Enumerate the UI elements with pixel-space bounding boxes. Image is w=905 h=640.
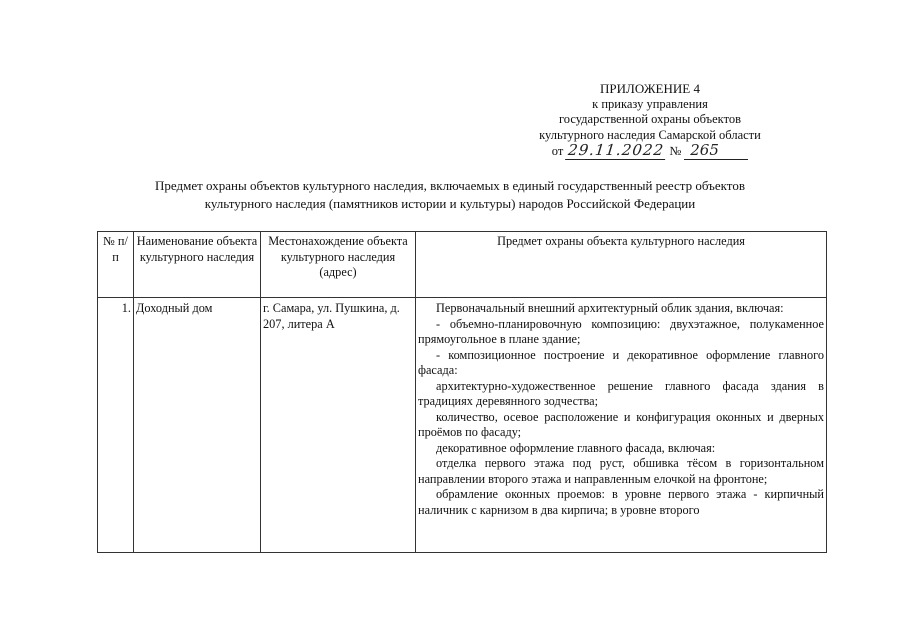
header-location: Местонахождение объекта культурного наследия (адрес) bbox=[261, 232, 416, 298]
cell-num: 1. bbox=[98, 298, 134, 553]
cell-name: Доходный дом bbox=[134, 298, 261, 553]
appendix-line: культурного наследия Самарской области bbox=[539, 127, 761, 142]
subject-paragraph: Первоначальный внешний архитектурный облик здания, включая: bbox=[436, 301, 784, 315]
subject-paragraph: отделка первого этажа под руст, обшивка тёсом в горизонтальном направлении второго этажа и направленным елочкой на фронтоне; bbox=[418, 456, 824, 486]
subject-paragraph: - композиционное построение и декоративное оформление главного фасада: bbox=[418, 347, 824, 377]
table-header-row bbox=[98, 232, 827, 298]
appendix-heading: ПРИЛОЖЕНИЕ 4 bbox=[600, 81, 700, 96]
header-num: № п/п bbox=[98, 232, 134, 298]
document-title bbox=[110, 177, 790, 213]
table-row bbox=[98, 298, 827, 553]
appendix-line: к приказу управления bbox=[592, 96, 708, 111]
handwritten-number: 265 bbox=[684, 143, 748, 160]
subject-paragraph: архитектурно-художественное решение главного фасада здания в традициях деревянного зодчества; bbox=[418, 378, 824, 408]
subject-paragraph: - объемно-планировочную композицию: двухэтажное, полукаменное прямоугольное в плане здание; bbox=[418, 316, 824, 346]
cell-subject bbox=[416, 298, 827, 553]
subject-paragraph: количество, осевое расположение и конфигурация оконных и дверных проёмов по фасаду; bbox=[418, 409, 824, 439]
header-subject: Предмет охраны объекта культурного наследия bbox=[416, 232, 827, 298]
appendix-line: государственной охраны объектов bbox=[558, 112, 742, 126]
title-line: Предмет охраны объектов культурного наследия, включаемых в единый государственный реестр объектов bbox=[155, 178, 745, 193]
title-line: культурного наследия (памятников истории и культуры) народов Российской Федерации bbox=[204, 196, 696, 211]
subject-paragraph: декоративное оформление главного фасада, включая: bbox=[436, 440, 716, 455]
heritage-table bbox=[97, 231, 827, 553]
handwritten-date: 29.11.2022 bbox=[565, 143, 667, 160]
header-name: Наименование объекта культурного наследия bbox=[134, 232, 261, 298]
order-date-number bbox=[552, 143, 749, 160]
number-label: № bbox=[669, 144, 682, 158]
appendix-block bbox=[520, 81, 780, 160]
subject-paragraph: обрамление оконных проемов: в уровне первого этажа - кирпичный наличник с карнизом в два кирпича; в уровне второго bbox=[418, 487, 824, 517]
from-label: от bbox=[551, 144, 564, 158]
cell-location: г. Самара, ул. Пушкина, д. 207, литера А bbox=[261, 298, 416, 553]
